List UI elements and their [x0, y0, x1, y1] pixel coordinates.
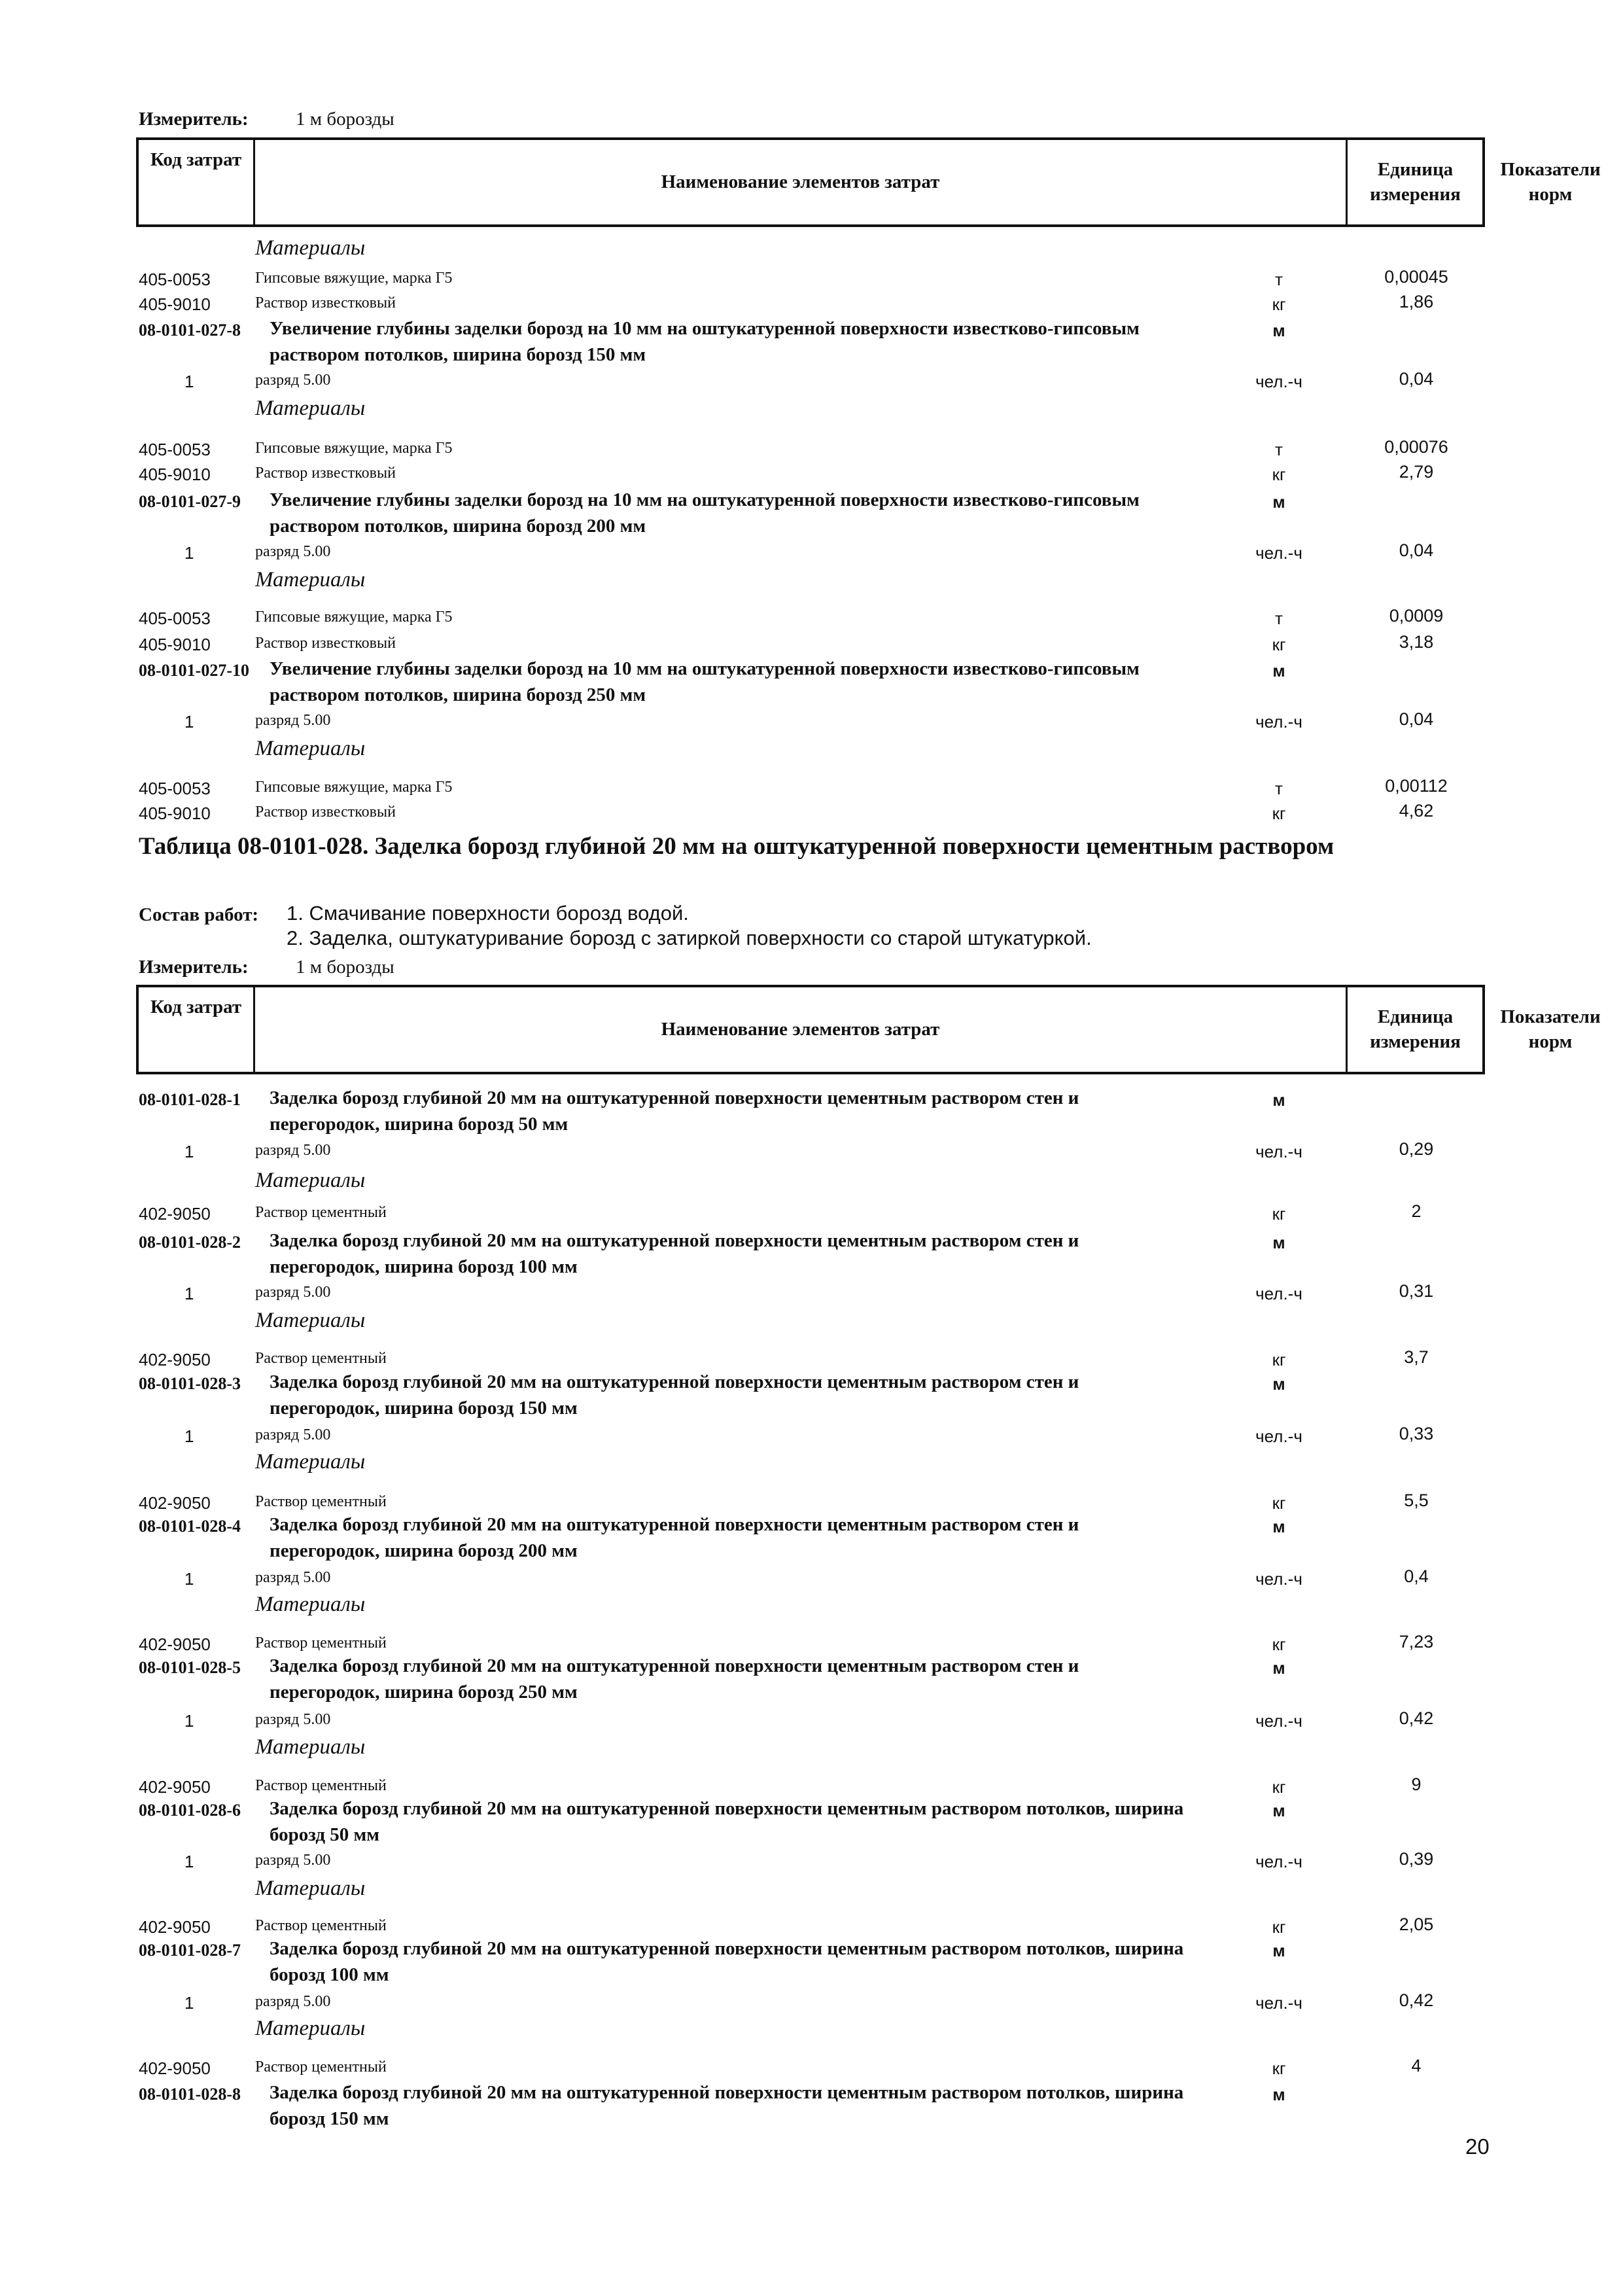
norm-value: 0,42 — [1399, 1990, 1434, 2010]
norm-value: 2,79 — [1399, 462, 1434, 482]
measure-label: Измеритель: — [139, 109, 249, 130]
unit-of-measure: чел.-ч — [1255, 1711, 1302, 1731]
element-name: Заделка борозд глубиной 20 мм на оштукатуренной поверхности цементным раствором потолков, ширина борозд 50 мм — [270, 1798, 1184, 1845]
norm-value: 0,00112 — [1385, 776, 1448, 796]
element-name: Раствор известковый — [255, 804, 396, 821]
element-name: Увеличение глубины заделки борозд на 10 мм на оштукатуренной поверхности известково-гипсовым раствором потолков, ширина борозд 250 мм — [270, 658, 1140, 705]
unit-of-measure: кг — [1272, 465, 1286, 484]
unit-of-measure: м — [1272, 492, 1285, 512]
unit-of-measure: кг — [1272, 635, 1286, 654]
norm-value: 1,86 — [1399, 292, 1434, 311]
unit-of-measure: м — [1272, 1090, 1285, 1110]
cost-code: 08-0101-028-2 — [139, 1233, 241, 1252]
element-name: разряд 5.00 — [255, 1426, 331, 1443]
cost-code: 402-9050 — [139, 1917, 211, 1937]
cost-code: 405-9010 — [139, 804, 211, 823]
unit-of-measure: кг — [1272, 1493, 1286, 1513]
unit-of-measure: т — [1275, 609, 1283, 628]
cost-code: 08-0101-028-8 — [139, 2085, 241, 2104]
norm-value: 5,5 — [1404, 1491, 1429, 1510]
element-name: Заделка борозд глубиной 20 мм на оштукатуренной поверхности цементным раствором стен и перегородок, ширина борозд 100 мм — [270, 1230, 1079, 1277]
norm-value: 3,18 — [1399, 632, 1434, 652]
measure-line-bottom — [139, 957, 394, 978]
element-name: Раствор цементный — [255, 1634, 387, 1651]
unit-of-measure: чел.-ч — [1255, 1426, 1302, 1446]
element-name: Раствор цементный — [255, 1917, 387, 1934]
cost-code: 402-9050 — [139, 1493, 211, 1513]
norm-value: 2,05 — [1399, 1915, 1434, 1934]
unit-of-measure: м — [1272, 1801, 1285, 1820]
unit-of-measure: т — [1275, 779, 1283, 798]
unit-of-measure: кг — [1272, 1634, 1286, 1654]
element-name: Раствор цементный — [255, 1204, 387, 1221]
unit-of-measure: кг — [1272, 1917, 1286, 1937]
cost-code: 1 — [184, 1142, 194, 1161]
cost-code: 08-0101-027-10 — [139, 661, 249, 680]
composition-step: 1. Смачивание поверхности борозд водой. — [287, 902, 689, 925]
element-name: Гипсовые вяжущие, марка Г5 — [255, 779, 453, 796]
header-code: Код затрат — [139, 987, 255, 1072]
element-name: Раствор цементный — [255, 1777, 387, 1794]
unit-of-measure: чел.-ч — [1255, 1852, 1302, 1871]
element-name: Раствор известковый — [255, 294, 396, 311]
cost-code: 405-9010 — [139, 635, 211, 654]
section-heading: Материалы — [255, 1309, 366, 1332]
norm-value: 0,04 — [1399, 709, 1434, 729]
element-name: разряд 5.00 — [255, 372, 331, 389]
header-unit: Единица измерения — [1348, 987, 1485, 1072]
cost-code: 1 — [184, 1852, 194, 1871]
unit-of-measure: т — [1275, 270, 1283, 289]
section-heading: Материалы — [255, 1450, 366, 1474]
unit-of-measure: кг — [1272, 1350, 1286, 1369]
norm-value: 0,00045 — [1384, 267, 1448, 287]
element-name: Увеличение глубины заделки борозд на 10 мм на оштукатуренной поверхности известково-гипсовым раствором потолков, ширина борозд 200 мм — [270, 489, 1140, 537]
cost-code: 1 — [184, 1993, 194, 2013]
cost-code: 405-9010 — [139, 465, 211, 484]
header-value: Показатели норм — [1500, 1006, 1601, 1052]
section-heading: Материалы — [255, 2017, 366, 2040]
cost-code: 405-0053 — [139, 779, 211, 798]
cost-code: 08-0101-028-3 — [139, 1374, 241, 1393]
cost-code: 08-0101-028-5 — [139, 1658, 241, 1677]
cost-code: 08-0101-028-1 — [139, 1090, 241, 1109]
section-heading: Материалы — [255, 1169, 366, 1192]
unit-of-measure: м — [1272, 1941, 1285, 1960]
cost-code: 1 — [184, 1284, 194, 1303]
cost-code: 405-0053 — [139, 609, 211, 628]
unit-of-measure: кг — [1272, 804, 1286, 823]
cost-code: 1 — [184, 1569, 194, 1589]
norm-value: 0,42 — [1399, 1708, 1434, 1728]
norm-value: 2 — [1411, 1201, 1422, 1221]
element-name: Заделка борозд глубиной 20 мм на оштукатуренной поверхности цементным раствором стен и перегородок, ширина борозд 250 мм — [270, 1655, 1079, 1703]
norm-value: 3,7 — [1404, 1347, 1429, 1367]
cost-code: 405-0053 — [139, 270, 211, 289]
measure-value: 1 м борозды — [296, 957, 394, 978]
norm-value: 4,62 — [1399, 801, 1434, 821]
unit-of-measure: м — [1272, 1517, 1285, 1536]
cost-code: 08-0101-028-7 — [139, 1941, 241, 1960]
work-composition — [139, 902, 1092, 949]
element-name: разряд 5.00 — [255, 1569, 331, 1586]
element-name: Увеличение глубины заделки борозд на 10 мм на оштукатуренной поверхности известково-гипсовым раствором потолков, ширина борозд 150 мм — [270, 318, 1140, 365]
cost-code: 402-9050 — [139, 1634, 211, 1654]
unit-of-measure: кг — [1272, 1204, 1286, 1224]
section-heading: Материалы — [255, 1735, 366, 1759]
unit-of-measure: м — [1272, 1374, 1285, 1394]
unit-of-measure: кг — [1272, 2058, 1286, 2078]
unit-of-measure: чел.-ч — [1255, 543, 1302, 563]
cost-code: 1 — [184, 712, 194, 732]
element-name: Раствор цементный — [255, 1493, 387, 1510]
cost-code: 402-9050 — [139, 2058, 211, 2078]
cost-code: 402-9050 — [139, 1350, 211, 1369]
unit-of-measure: чел.-ч — [1255, 1284, 1302, 1303]
cost-code: 1 — [184, 543, 194, 563]
section-heading: Материалы — [255, 1593, 366, 1616]
element-name: Заделка борозд глубиной 20 мм на оштукатуренной поверхности цементным раствором потолков, ширина борозд 150 мм — [270, 2082, 1184, 2129]
composition-label: Состав работ: — [139, 904, 259, 925]
unit-of-measure: м — [1272, 661, 1285, 680]
element-name: Раствор известковый — [255, 635, 396, 652]
cost-code: 08-0101-027-8 — [139, 321, 241, 340]
element-name: Гипсовые вяжущие, марка Г5 — [255, 440, 453, 457]
element-name: разряд 5.00 — [255, 1142, 331, 1159]
element-name: Раствор известковый — [255, 465, 396, 482]
element-name: разряд 5.00 — [255, 1284, 331, 1301]
table-header-top — [136, 137, 1601, 227]
element-name: Заделка борозд глубиной 20 мм на оштукатуренной поверхности цементным раствором стен и перегородок, ширина борозд 150 мм — [270, 1371, 1079, 1419]
element-name: Заделка борозд глубиной 20 мм на оштукатуренной поверхности цементным раствором стен и перегородок, ширина борозд 50 мм — [270, 1087, 1079, 1135]
cost-code: 405-9010 — [139, 294, 211, 314]
norm-value: 7,23 — [1399, 1632, 1434, 1651]
cost-code: 08-0101-028-6 — [139, 1801, 241, 1820]
header-name: Наименование элементов затрат — [255, 987, 1348, 1072]
unit-of-measure: чел.-ч — [1255, 1993, 1302, 2013]
unit-of-measure: т — [1275, 440, 1283, 459]
unit-of-measure: м — [1272, 2085, 1285, 2104]
cost-code: 1 — [184, 1711, 194, 1731]
unit-of-measure: м — [1272, 321, 1285, 340]
section-heading: Материалы — [255, 236, 366, 260]
measure-label: Измеритель: — [139, 957, 249, 978]
cost-code: 1 — [184, 372, 194, 391]
unit-of-measure: кг — [1272, 1777, 1286, 1797]
element-name: Заделка борозд глубиной 20 мм на оштукатуренной поверхности цементным раствором стен и перегородок, ширина борозд 200 мм — [270, 1514, 1079, 1561]
norm-value: 4 — [1411, 2056, 1422, 2075]
section-heading: Материалы — [255, 737, 366, 760]
unit-of-measure: м — [1272, 1658, 1285, 1678]
norm-value: 0,31 — [1399, 1281, 1434, 1301]
norm-value: 0,39 — [1399, 1849, 1434, 1869]
unit-of-measure: кг — [1272, 294, 1286, 314]
table-header-bottom — [136, 985, 1601, 1074]
measure-value: 1 м борозды — [296, 109, 394, 130]
norm-value: 0,04 — [1399, 369, 1434, 389]
section-heading: Материалы — [255, 397, 366, 420]
element-name: разряд 5.00 — [255, 1852, 331, 1869]
unit-of-measure: чел.-ч — [1255, 372, 1302, 391]
norm-value: 9 — [1411, 1775, 1422, 1794]
cost-code: 402-9050 — [139, 1204, 211, 1224]
unit-of-measure: чел.-ч — [1255, 1569, 1302, 1589]
composition-step: 2. Заделка, оштукатуривание борозд с затиркой поверхности со старой штукатуркой. — [287, 927, 1092, 949]
cost-code: 405-0053 — [139, 440, 211, 459]
header-code: Код затрат — [139, 140, 255, 224]
header-value: Показатели норм — [1500, 158, 1601, 205]
norm-value: 0,4 — [1404, 1566, 1429, 1586]
element-name: Раствор цементный — [255, 2058, 387, 2075]
unit-of-measure: чел.-ч — [1255, 712, 1302, 732]
measure-line-top — [139, 109, 394, 130]
cost-code: 08-0101-027-9 — [139, 492, 241, 511]
norm-value: 0,33 — [1399, 1424, 1434, 1443]
unit-of-measure: чел.-ч — [1255, 1142, 1302, 1161]
element-name: Заделка борозд глубиной 20 мм на оштукатуренной поверхности цементным раствором потолков, ширина борозд 100 мм — [270, 1938, 1184, 1985]
page-number: 20 — [1465, 2134, 1490, 2159]
cost-code: 402-9050 — [139, 1777, 211, 1797]
element-name: разряд 5.00 — [255, 712, 331, 729]
element-name: разряд 5.00 — [255, 1993, 331, 2010]
norm-value: 0,0009 — [1389, 606, 1444, 626]
section-heading: Материалы — [255, 568, 366, 592]
section-heading: Материалы — [255, 1877, 366, 1900]
norm-value: 0,29 — [1399, 1139, 1434, 1159]
element-name: разряд 5.00 — [255, 1711, 331, 1728]
cost-code: 1 — [184, 1426, 194, 1446]
element-name: разряд 5.00 — [255, 543, 331, 560]
element-name: Раствор цементный — [255, 1350, 387, 1367]
header-name: Наименование элементов затрат — [255, 140, 1348, 224]
unit-of-measure: м — [1272, 1233, 1285, 1252]
element-name: Гипсовые вяжущие, марка Г5 — [255, 609, 453, 626]
norm-value: 0,00076 — [1384, 437, 1448, 457]
table-title: Таблица 08-0101-028. Заделка борозд глубиной 20 мм на оштукатуренной поверхности цементным раствором — [139, 833, 1335, 860]
cost-code: 08-0101-028-4 — [139, 1517, 241, 1536]
header-unit: Единица измерения — [1348, 140, 1485, 224]
element-name: Гипсовые вяжущие, марка Г5 — [255, 270, 453, 287]
norm-value: 0,04 — [1399, 540, 1434, 560]
